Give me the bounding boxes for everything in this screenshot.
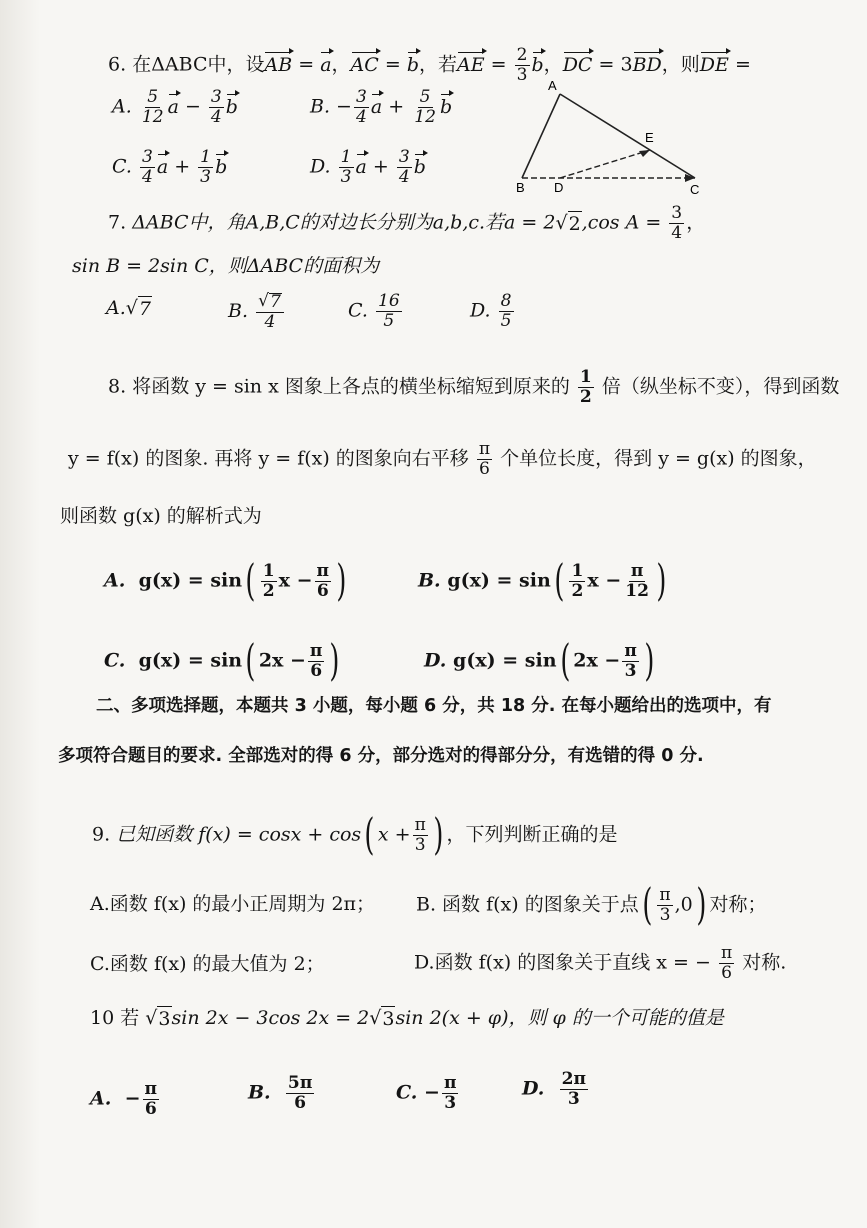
q9-option-d: D.函数 f(x) 的图象关于直线 x = − $\frac{\pi}{6}$ 对称.	[414, 943, 787, 984]
q8-option-a: A. g(x) = sin( $\frac{1}{2}$ x − $\frac{\pi}{6}$ )	[104, 556, 347, 606]
q8-option-c: C. g(x) = sin( 2x − $\frac{\pi}{6}$ )	[104, 636, 340, 686]
q9-option-b: B. 函数 f(x) 的图象关于点( $\frac{\pi}{3}$ ,0) 对称；	[416, 880, 767, 930]
q8-option-b: B. g(x) = sin( $\frac{1}{2}$ x − $\frac{\pi}{12}$ )	[418, 556, 667, 606]
q7-option-d: D. $\frac{8}{5}$	[470, 291, 512, 332]
side-ac	[560, 94, 695, 178]
label-b: B	[516, 180, 525, 195]
side-ab	[522, 94, 560, 178]
q6-number: 6.	[108, 53, 127, 76]
q7-number: 7.	[108, 211, 127, 234]
label-a: A	[548, 78, 557, 93]
q8-number: 8.	[108, 375, 127, 398]
section2-heading: 二、多项选择题，本题共 3 小题，每小题 6 分，共 18 分. 在每小题给出的选项中，有	[96, 696, 772, 716]
q6-stem: 6. 在ΔABC中，设AB = a，AC = b，若AE = $\frac{2}{3}$ b，DC = 3BD，则DE =	[108, 45, 751, 86]
label-e: E	[645, 130, 654, 145]
q7-option-b: B. √ 7 4	[228, 292, 286, 332]
q8-stem-line2: y = f(x) 的图象. 再将 y = f(x) 的图象向右平移 $\frac{\pi}{6}$ 个单位长度，得到 y = g(x) 的图象，	[68, 439, 817, 480]
q9-option-a: A.函数 f(x) 的最小正周期为 2π；	[90, 893, 376, 915]
q10-number: 10	[90, 1007, 115, 1029]
q6-option-c: C. $\frac{3}{4}$ a + $\frac{1}{3}$ b	[112, 147, 228, 188]
triangle-figure	[510, 78, 710, 198]
q8-option-d: D. g(x) = sin( 2x − $\frac{\pi}{3}$ )	[424, 636, 655, 686]
q6-option-a: A. $\frac{5}{12}$ a − $\frac{3}{4}$ b	[112, 87, 238, 128]
q8-stem-line3: 则函数 g(x) 的解析式为	[60, 505, 262, 527]
q9-number: 9.	[92, 823, 111, 846]
q6-option-d: D. $\frac{1}{3}$ a + $\frac{3}{4}$ b	[310, 147, 426, 188]
q10-option-c: C. − $\frac{\pi}{3}$	[396, 1073, 457, 1114]
q7-option-c: C. $\frac{16}{5}$	[348, 291, 400, 332]
q9-stem: 9. 已知函数 f(x) = cosx + cos( x + $\frac{\pi}{3}$ ) ，下列判断正确的是	[92, 810, 618, 860]
q10-option-d: D. $\frac{2\pi}{3}$	[522, 1069, 587, 1110]
q10-option-b: B. $\frac{5\pi}{6}$	[248, 1073, 313, 1114]
q8-stem-line1: 8. 将函数 y = sin x 图象上各点的横坐标缩短到原来的 $\frac{1}{2}$ 倍（纵坐标不变），得到函数	[108, 367, 840, 408]
q7-option-a: A. √ 7	[106, 297, 151, 320]
q9-option-c: C.函数 f(x) 的最大值为 2；	[90, 953, 325, 975]
q7-stem-line2: sin B = 2sin C，则ΔABC的面积为	[72, 255, 380, 277]
segment-de	[560, 150, 650, 178]
q7-stem: 7. ΔABC中，角A,B,C的对边长分别为a,b,c.若a = 2 √ 2 ,cos A = $\frac{3}{4}$ ，	[108, 203, 706, 244]
scan-shadow	[0, 0, 40, 1228]
q6-option-b: B. − $\frac{3}{4}$ a + $\frac{5}{12}$ b	[310, 87, 453, 128]
label-d: D	[554, 180, 564, 195]
q10-option-a: A. − $\frac{\pi}{6}$	[90, 1079, 158, 1120]
q10-stem: 10 若 √ 3 sin 2x − 3cos 2x = 2 √ 3 sin 2(x + φ)，则 φ 的一个可能的值是	[90, 1007, 724, 1030]
section2-instructions: 多项符合题目的要求. 全部选对的得 6 分，部分选对的得部分分，有选错的得 0 分.	[58, 746, 704, 766]
label-c: C	[690, 182, 700, 197]
